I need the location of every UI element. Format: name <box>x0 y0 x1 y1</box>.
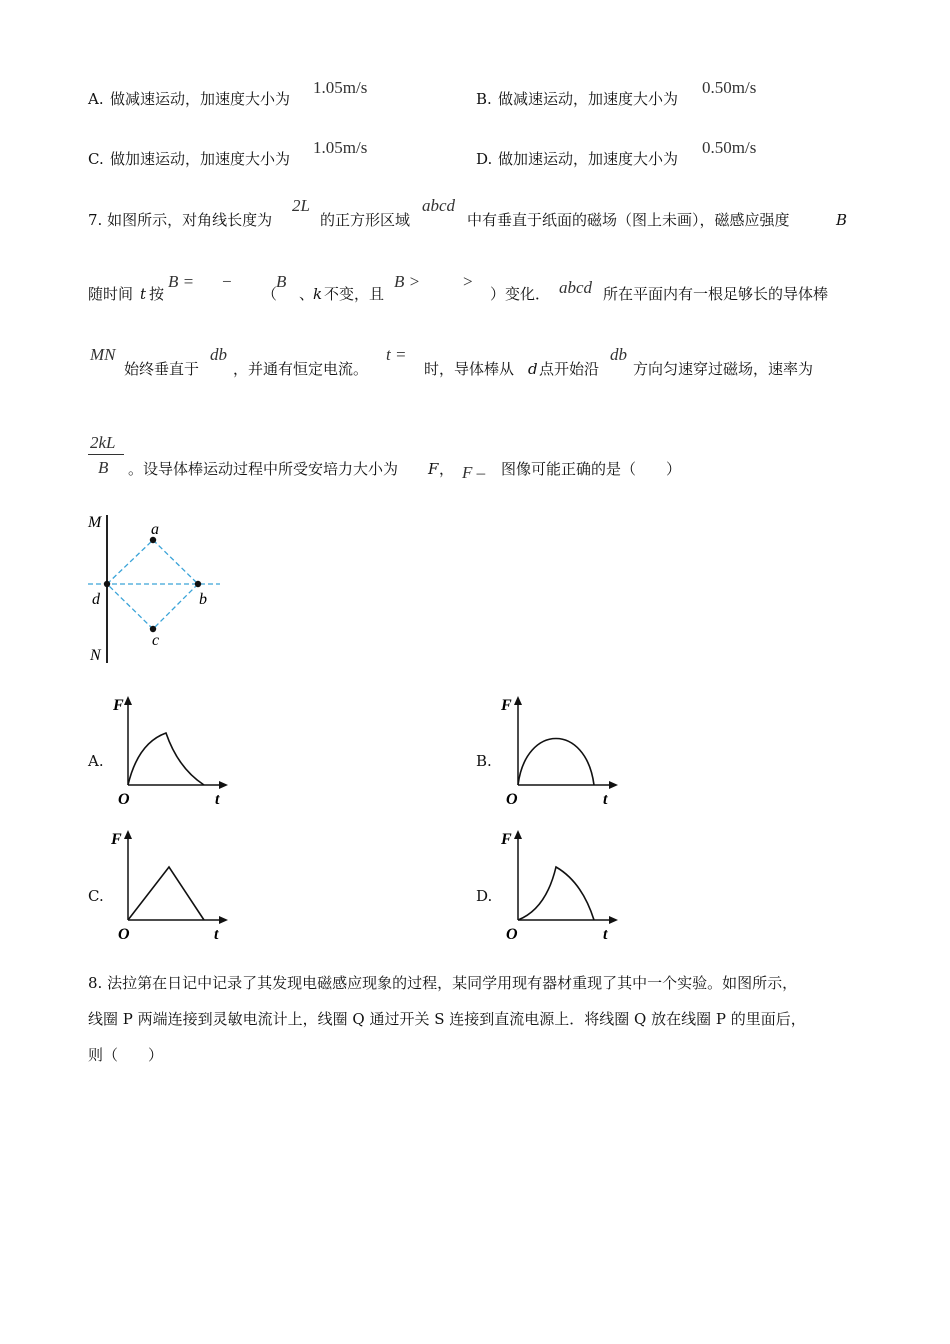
math-minus: − <box>222 272 232 291</box>
math-B-eq: B = <box>168 272 195 291</box>
fraction-denominator: B <box>98 458 109 477</box>
option-label: C. <box>88 150 104 168</box>
q7-line2-paren: （ <box>262 285 278 303</box>
graph-b <box>498 693 623 808</box>
option-text: 做减速运动，加速度大小为 <box>498 90 679 108</box>
option-value: 1.05m/s <box>313 138 368 157</box>
var-F: F <box>428 460 439 478</box>
axis-label-f: F <box>501 697 512 714</box>
q8-line2: 线圈 P 两端连接到灵敏电流计上，线圈 Q 通过开关 S 连接到直流电源上．将线圈 Q 放在线圈 P 的里面后， <box>88 1010 806 1028</box>
side-bc <box>153 584 198 629</box>
q7-line3-a: 始终垂直于 <box>124 360 200 378</box>
option-text: 做加速运动，加速度大小为 <box>498 150 679 168</box>
point-d <box>104 581 110 587</box>
q8-line3: 则（ ） <box>88 1046 164 1064</box>
var-k: k <box>313 285 323 303</box>
curve-d <box>518 867 594 920</box>
math-gt: > <box>463 272 473 291</box>
f-axis-arrow-icon <box>124 696 132 705</box>
q7-line1-c: 中有垂直于纸面的磁场（图上未画），磁感应强度 <box>467 211 790 229</box>
q7-line4-a: 。设导体棒运动过程中所受安培力大小为 <box>128 460 399 478</box>
q7-line2-e: ）变化． <box>490 285 551 303</box>
label-n: N <box>90 647 101 664</box>
curve-c <box>128 867 204 920</box>
graph-option-b-label: B. <box>476 752 492 770</box>
option-text: 做减速运动，加速度大小为 <box>110 90 291 108</box>
q7-line1-a: 7. 如图所示，对角线长度为 <box>88 211 273 229</box>
graph-option-c-label: C. <box>88 887 104 905</box>
q7-line3-f: 方向匀速穿过磁场，速率为 <box>633 360 814 378</box>
option-value: 0.50m/s <box>702 138 757 157</box>
t-axis-arrow-icon <box>609 781 618 789</box>
side-ab <box>153 540 198 584</box>
q7-line4-b: ， <box>439 460 455 478</box>
axis-label-f: F <box>111 831 122 848</box>
math-2L: 2L <box>292 196 310 215</box>
axis-label-f: F <box>113 697 124 714</box>
math-F-dash: F – <box>462 463 486 482</box>
square-field-figure <box>80 505 230 675</box>
graph-option-a-label: A. <box>88 752 104 770</box>
axis-label-t: t <box>603 791 608 808</box>
curve-b <box>518 739 594 786</box>
var-B: B <box>836 211 848 229</box>
graph-d <box>498 827 623 942</box>
math-abcd: abcd <box>422 196 456 215</box>
option-label: A. <box>88 90 104 108</box>
f-axis-arrow-icon <box>514 830 522 839</box>
graph-a <box>108 693 233 808</box>
math-t-eq: t = <box>386 345 407 364</box>
axis-label-f: F <box>501 831 512 848</box>
option-value: 0.50m/s <box>702 78 757 97</box>
axis-label-t: t <box>603 926 608 942</box>
q7-line2-f: 所在平面内有一根足够长的导体棒 <box>603 285 829 303</box>
q8-line1: 8. 法拉第在日记中记录了其发现电磁感应现象的过程，某同学用现有器材重现了其中一个实验。如图所示， <box>88 974 798 992</box>
math-abcd-2: abcd <box>559 278 593 297</box>
side-cd <box>107 584 153 629</box>
fraction-bar <box>88 454 124 455</box>
origin-label: O <box>506 791 518 808</box>
math-db-2: db <box>610 345 627 364</box>
t-axis-arrow-icon <box>219 781 228 789</box>
q7-line2-b: 按 <box>149 285 165 303</box>
q7-line3-b: ，并通有恒定电流。 <box>233 360 369 378</box>
q7-line4-c: 图像可能正确的是（ ） <box>501 460 682 478</box>
q7-line3-e: 点开始沿 <box>539 360 600 378</box>
q7-line3-c: 时，导体棒从 <box>424 360 515 378</box>
t-axis-arrow-icon <box>609 916 618 924</box>
q7-line2-a: 随时间 <box>88 285 134 303</box>
math-db: db <box>210 345 227 364</box>
f-axis-arrow-icon <box>124 830 132 839</box>
math-B-gt: B > <box>394 272 421 291</box>
label-b: b <box>199 591 207 608</box>
f-axis-arrow-icon <box>514 696 522 705</box>
option-label: B. <box>476 90 492 108</box>
axis-label-t: t <box>214 926 219 942</box>
curve-a <box>128 733 204 785</box>
label-d: d <box>92 591 100 608</box>
axis-label-t: t <box>215 791 220 808</box>
t-axis-arrow-icon <box>219 916 228 924</box>
fraction-numerator: 2kL <box>90 433 116 452</box>
var-t: t <box>140 285 147 303</box>
origin-label: O <box>506 926 518 942</box>
math-MN: MN <box>90 345 116 364</box>
label-m: M <box>88 514 102 531</box>
point-b <box>195 581 201 587</box>
option-text: 做加速运动，加速度大小为 <box>110 150 291 168</box>
option-value: 1.05m/s <box>313 78 368 97</box>
side-da <box>107 540 153 584</box>
graph-option-d-label: D. <box>476 887 493 905</box>
q7-line2-d: 不变，且 <box>324 285 385 303</box>
graph-c <box>108 827 233 942</box>
origin-label: O <box>118 791 130 808</box>
q7-line1-b: 的正方形区域 <box>320 211 411 229</box>
label-c: c <box>152 632 160 649</box>
math-B: B <box>276 272 287 291</box>
label-a: a <box>151 521 159 538</box>
q7-line2-c: 、 <box>299 285 315 303</box>
var-d: d <box>528 360 538 378</box>
option-label: D. <box>476 150 493 168</box>
origin-label: O <box>118 926 130 942</box>
